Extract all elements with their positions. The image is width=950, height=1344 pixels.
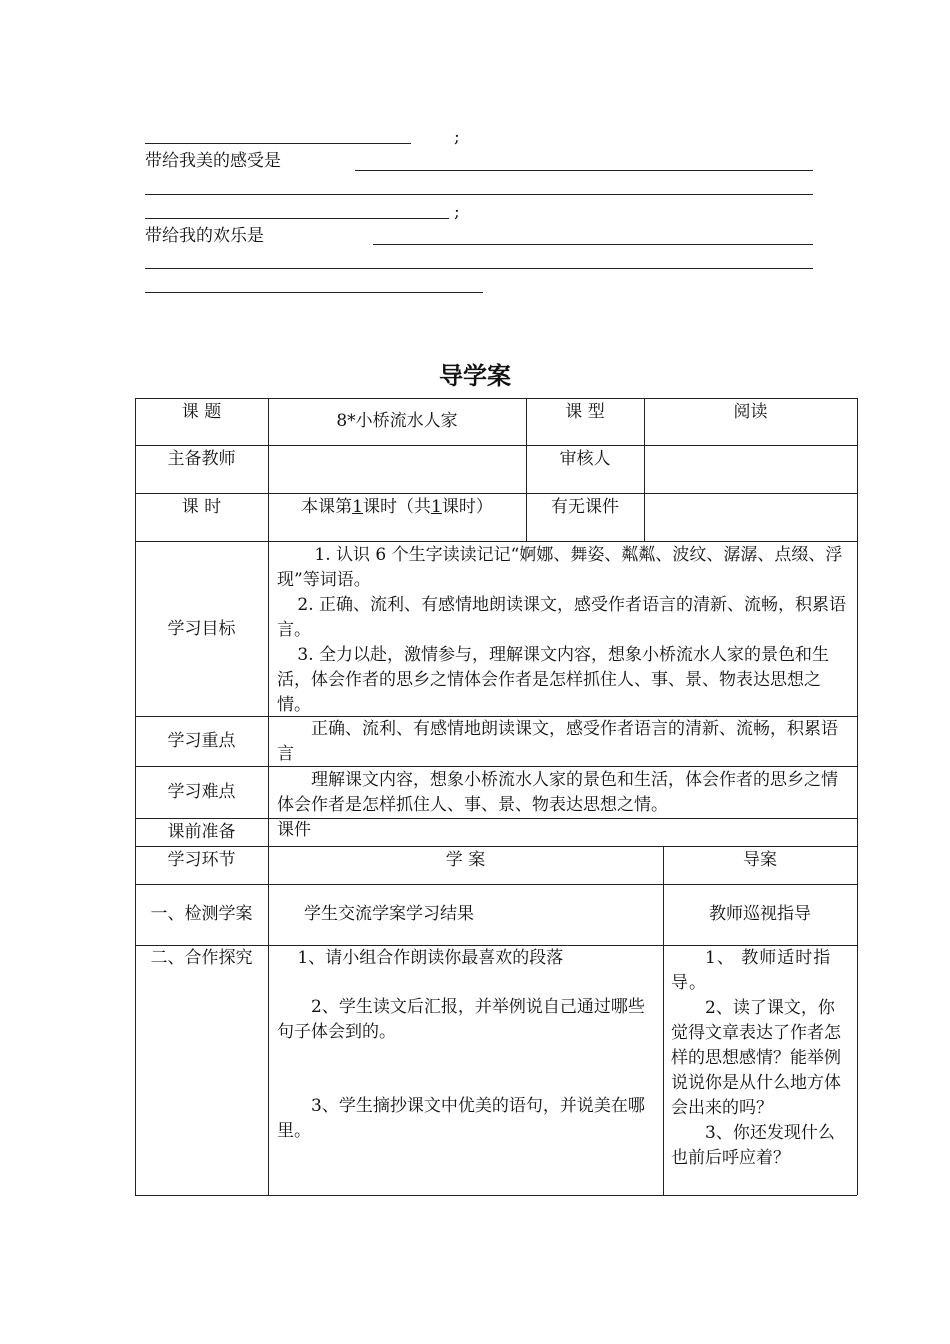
table-rule (857, 398, 858, 1195)
semicolon: ; (454, 127, 460, 147)
period-suffix: 课时） (441, 497, 493, 517)
table-rule (135, 493, 857, 494)
guide-2-item: 1、 教师适时指导。 (671, 948, 832, 993)
goal-item: 2. 正确、流利、有感情地朗读课文，感受作者语言的清新、流畅，积累语言。 (277, 595, 847, 640)
period-label: 课 时 (181, 497, 222, 517)
study-2-item: 3、学生摘抄课文中优美的语句，并说美在哪里。 (277, 1096, 645, 1141)
study-2-item: 2、学生读文后汇报，并举例说自己通过哪些句子体会到的。 (277, 997, 645, 1042)
table-rule (135, 884, 857, 885)
guide-1-text: 教师巡视指导 (709, 904, 811, 924)
period-prefix: 本课第 (301, 497, 353, 517)
joy-label: 带给我的欢乐是 (145, 226, 264, 246)
page-title: 导学案 (439, 362, 511, 390)
blank-line (145, 268, 813, 269)
guide-2-content (671, 946, 851, 1171)
blank-line (145, 292, 483, 293)
study-2-item: 1、请小组合作朗读你最喜欢的段落 (297, 948, 564, 968)
table-rule (135, 1195, 857, 1196)
period-num: 1 (352, 497, 363, 517)
stage-1-label: 一、检测学案 (150, 904, 253, 924)
prep-label: 课前准备 (167, 822, 236, 842)
focus-value: 正确、流利、有感情地朗读课文，感受作者语言的清新、流畅，积累语言 (277, 719, 838, 764)
prep-value: 课件 (277, 820, 311, 840)
study-1-text: 学生交流学案学习结果 (304, 904, 474, 924)
stage-header: 学习环节 (167, 850, 236, 870)
guide-2-item: 3、你还发现什么也前后呼应着？ (671, 1123, 835, 1168)
blank-line (145, 218, 449, 219)
goal-item: 1. 认识 6 个生字读读记记“婀娜、舞姿、粼粼、波纹、潺潺、点缀、浮现”等词语。 (277, 545, 843, 590)
study-2-content (277, 946, 657, 1144)
goals-value (277, 543, 851, 718)
topic-value: 8*小桥流水人家 (336, 411, 458, 431)
beauty-label: 带给我美的感受是 (145, 151, 281, 171)
type-label: 课 型 (565, 402, 605, 422)
table-rule (135, 445, 857, 446)
goals-label: 学习目标 (167, 619, 236, 639)
blank-line (145, 194, 813, 195)
blank-line (355, 170, 813, 171)
teacher-label: 主备教师 (167, 449, 236, 469)
table-rule (135, 398, 857, 399)
table-rule (135, 846, 857, 847)
courseware-label: 有无课件 (551, 497, 619, 517)
goal-item: 3. 全力以赴，激情参与，理解课文内容，想象小桥流水人家的景色和生活，体会作者的思乡之情体会作者是怎样抓住人、事、景、物表达思想之情。 (277, 645, 830, 715)
period-mid: 课时（共 (363, 497, 431, 517)
type-value: 阅读 (733, 402, 768, 422)
period-total: 1 (431, 497, 442, 517)
guide-2-item: 2、读了课文，你觉得文章表达了作者怎样的思想感情？能举例说说你是从什么地方体会出来的吗？ (671, 998, 841, 1118)
stage-2-label: 二、合作探究 (150, 948, 253, 968)
study-header: 学 案 (445, 850, 486, 870)
table-rule (663, 846, 664, 1195)
semicolon: ; (454, 202, 460, 222)
guide-header: 导案 (743, 850, 777, 870)
difficulty-value: 理解课文内容，想象小桥流水人家的景色和生活，体会作者的思乡之情体会作者是怎样抓住人、事、景、物表达思想之情。 (277, 770, 838, 815)
difficulty-label: 学习难点 (167, 782, 236, 802)
blank-line (145, 143, 411, 144)
focus-label: 学习重点 (167, 731, 236, 751)
topic-label: 课 题 (181, 402, 222, 422)
period-value (268, 495, 526, 520)
reviewer-label: 审核人 (559, 449, 611, 469)
table-rule (135, 541, 857, 542)
blank-line (373, 244, 813, 245)
